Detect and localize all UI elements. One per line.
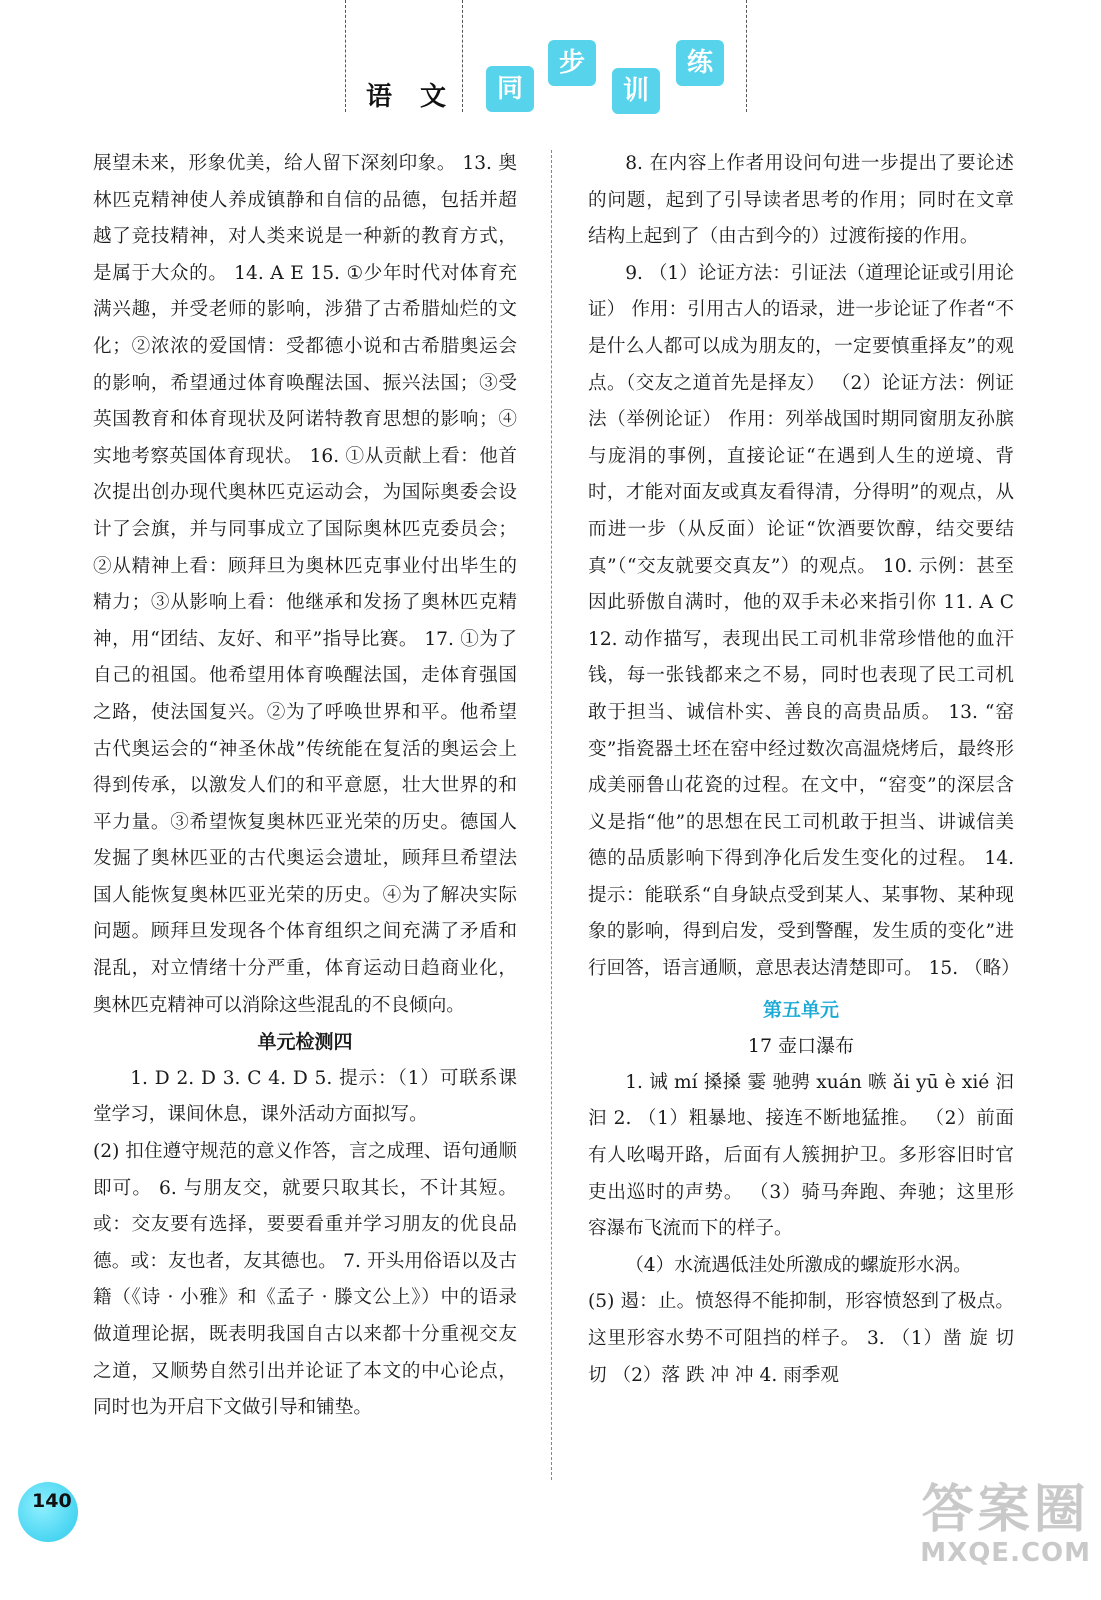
answer-paragraph: 展望未来，形象优美，给人留下深刻印象。 13. 奥林匹克精神使人养成镇静和自信的品德，包括并超越了竞技精神，对人类来说是一种新的教育方式，是属于大众的。 14. A E 15. ①少年时代对体育充满兴趣，并受老师的影响，涉猎了古希腊灿烂的文化；②浓浓的爱国情：受都德小说和古希腊奥运会的影响，希望通过体育唤醒法国、振兴法国；③受英国教育和体育现状及阿诺特教育思想的影响；④实地考察英国体育现状。 16. ①从贡献上看：他首次提出创办现代奥林匹克运动会，为国际奥委会设计了会旗，并与同事成立了国际奥林匹克委员会；②从精神上看：顾拜旦为奥林匹克事业付出毕生的精力；③从影响上看：他继承和发扬了奥林匹克精神，用“团结、友好、和平”指导比赛。 17. ①为了自己的祖国。他希望用体育唤醒法国，走体育强国之路，使法国复兴。②为了呼唤世界和平。他希望古代奥运会的“神圣休战”传统能在复活的奥运会上得到传承，以激发人们的和平意愿，壮大世界的和平力量。③希望恢复奥林匹亚光荣的历史。德国人发掘了奥林匹亚的古代奥运会遗址，顾拜旦希望法国人能恢复奥林匹亚光荣的历史。④为了解决实际问题。顾拜旦发现各个体育组织之间充满了矛盾和混乱，对立情绪十分严重，体育运动日趋商业化，奥林匹克精神可以消除这些混乱的不良倾向。	[93, 153, 517, 1016]
answer-paragraph: 1. D 2. D 3. C 4. D 5. 提示：（1）可联系课堂学习，课间休息，课外活动方面拟写。	[93, 1067, 517, 1126]
answer-paragraph: (2) 扣住遵守规范的意义作答，言之成理、语句通顺即可。 6. 与朋友交，就要只取其长，不计其短。或：交友要有选择，要要看重并学习朋友的优良品德。或：友也者，友其德也。 7. 开头用俗语以及古籍（《诗 · 小雅》和《孟子 · 滕文公上》）中的语录做道理论据，既表明我国自古以来都十分重视交友之道，又顺势自然引出并论证了本文的中心论点，同时也为开启下文做引导和铺垫。	[93, 1141, 517, 1419]
answer-paragraph: 1. 诫 mí 搡搡 霎 驰骋 xuán 嗾 ǎi yū è xié 汩汩 2. （1）粗暴地、接连不断地猛推。 （2）前面有人吆喝开路，后面有人簇拥护卫。多形容旧时官吏出巡时的声势。 （3）骑马奔跑、奔驰；这里形容瀑布飞流而下的样子。	[588, 1071, 1014, 1240]
watermark-url: MXQE.COM	[920, 1538, 1091, 1568]
page-header	[0, 0, 1101, 120]
left-column	[93, 146, 517, 1427]
header-divider-right	[746, 0, 747, 112]
watermark-logo: 答案圈	[921, 1480, 1090, 1540]
subject-char-1: 语	[366, 82, 395, 112]
answer-paragraph: （4）水流遇低洼处所激成的螺旋形水涡。	[625, 1254, 972, 1276]
header-divider-left	[345, 0, 346, 112]
section-heading: 单元检测四	[257, 1031, 353, 1054]
right-column	[588, 146, 1020, 1394]
answer-paragraph: 9. （1）论证方法：引证法（道理论证或引用论证） 作用：引用古人的语录，进一步论证了作者“不是什么人都可以成为朋友的，一定要慎重择友”的观点。（交友之道首先是择友） （2）论证方法：例证法（举例论证） 作用：列举战国时期同窗朋友孙膑与庞涓的事例，直接论证“在遇到人生的逆境、背时，才能对面友或真友看得清，分得明”的观点，从而进一步（从反面）论证“饮酒要饮醇，结交要结真”（“交友就要交真友”）的观点。 10. 示例：甚至因此骄傲自满时，他的双手未必来指引你 11. A C 12. 动作描写，表现出民工司机非常珍惜他的血汗钱，每一张钱都来之不易，同时也表现了民工司机敢于担当、诚信朴实、善良的高贵品质。 13. “窑变”指瓷器土坯在窑中经过数次高温烧烤后，最终形成美丽鲁山花瓷的过程。在文中，“窑变”的深层含义是指“他”的思想在民工司机敢于担当、讲诚信美德的品质影响下得到净化后发生变化的过程。 14. 提示：能联系“自身缺点受到某人、某事物、某种现象的影响，得到启发，受到警醒，发生质的变化”进行回答，语言通顺，意思表达清楚即可。 15. （略）	[588, 262, 1020, 980]
unit-heading: 第五单元	[762, 998, 839, 1021]
lesson-title: 17 壶口瀑布	[747, 1035, 855, 1058]
watermark	[920, 1480, 1091, 1566]
series-title-tile-3: 训	[612, 68, 660, 114]
column-divider	[551, 150, 552, 1480]
subject-char-2: 文	[420, 82, 449, 112]
answer-paragraph: 8. 在内容上作者用设问句进一步提出了要论述的问题，起到了引导读者思考的作用；同时在文章结构上起到了（由古到今的）过渡衔接的作用。	[588, 153, 1014, 248]
answer-paragraph: (5) 遏：止。愤怒得不能抑制，形容愤怒到了极点。这里形容水势不可阻挡的样子。 3. （1）凿 旋 切 切 （2）落 跌 冲 冲 4. 雨季观	[588, 1291, 1014, 1386]
series-title-tile-1: 同	[486, 66, 534, 112]
page-number: 140	[32, 1490, 72, 1512]
series-title-tile-4: 练	[676, 40, 724, 86]
header-divider-mid	[462, 0, 463, 112]
series-title-tile-2: 步	[548, 40, 596, 86]
